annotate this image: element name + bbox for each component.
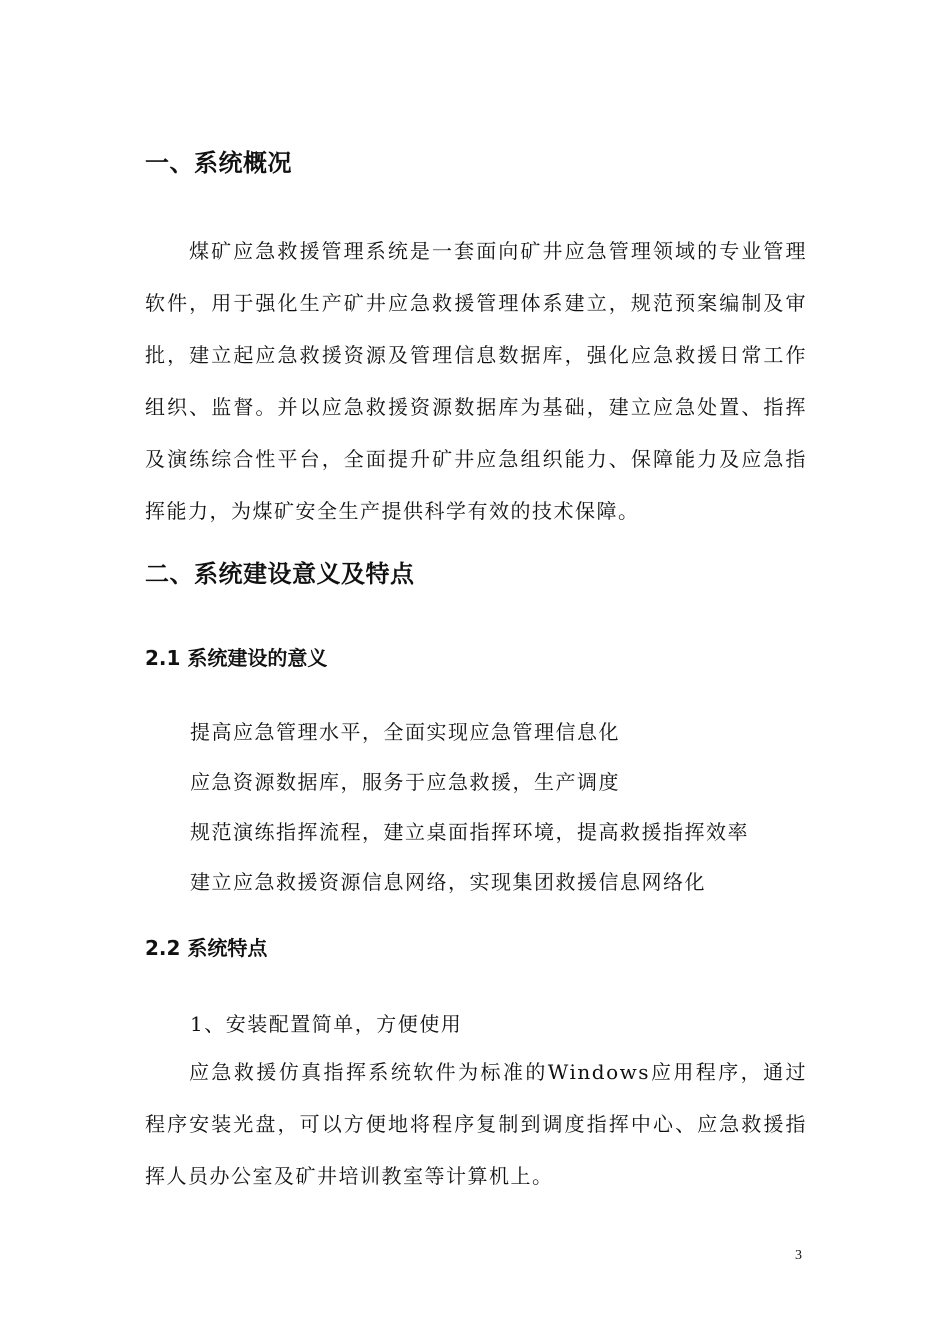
section-heading-significance-features: 二、系统建设意义及特点 (145, 560, 415, 588)
page-number: 3 (795, 1248, 802, 1263)
list-item: 建立应急救援资源信息网络，实现集团救援信息网络化 (190, 870, 706, 894)
feature-point: 1、安装配置简单，方便使用 (190, 1012, 463, 1036)
significance-list (190, 707, 749, 907)
section-heading-overview: 一、系统概况 (145, 149, 292, 177)
overview-paragraph: 煤矿应急救援管理系统是一套面向矿井应急管理领域的专业管理软件，用于强化生产矿井应急救援管理体系建立，规范预案编制及审批，建立起应急救援资源及管理信息数据库，强化应急救援日常工作组织、监督。并以应急救援资源数据库为基础，建立应急处置、指挥及演练综合性平台，全面提升矿井应急组织能力、保障能力及应急指挥能力，为煤矿安全生产提供科学有效的技术保障。 (145, 239, 807, 523)
subsection-heading-significance: 2.1 系统建设的意义 (145, 646, 328, 670)
list-item: 规范演练指挥流程，建立桌面指挥环境，提高救援指挥效率 (190, 820, 749, 844)
subsection-heading-features: 2.2 系统特点 (145, 936, 268, 960)
list-item: 应急资源数据库，服务于应急救援，生产调度 (190, 770, 620, 794)
list-item: 提高应急管理水平，全面实现应急管理信息化 (190, 720, 620, 744)
feature-paragraph: 应急救援仿真指挥系统软件为标准的Windows应用程序，通过程序安装光盘，可以方便地将程序复制到调度指挥中心、应急救援指挥人员办公室及矿井培训教室等计算机上。 (145, 1060, 807, 1188)
